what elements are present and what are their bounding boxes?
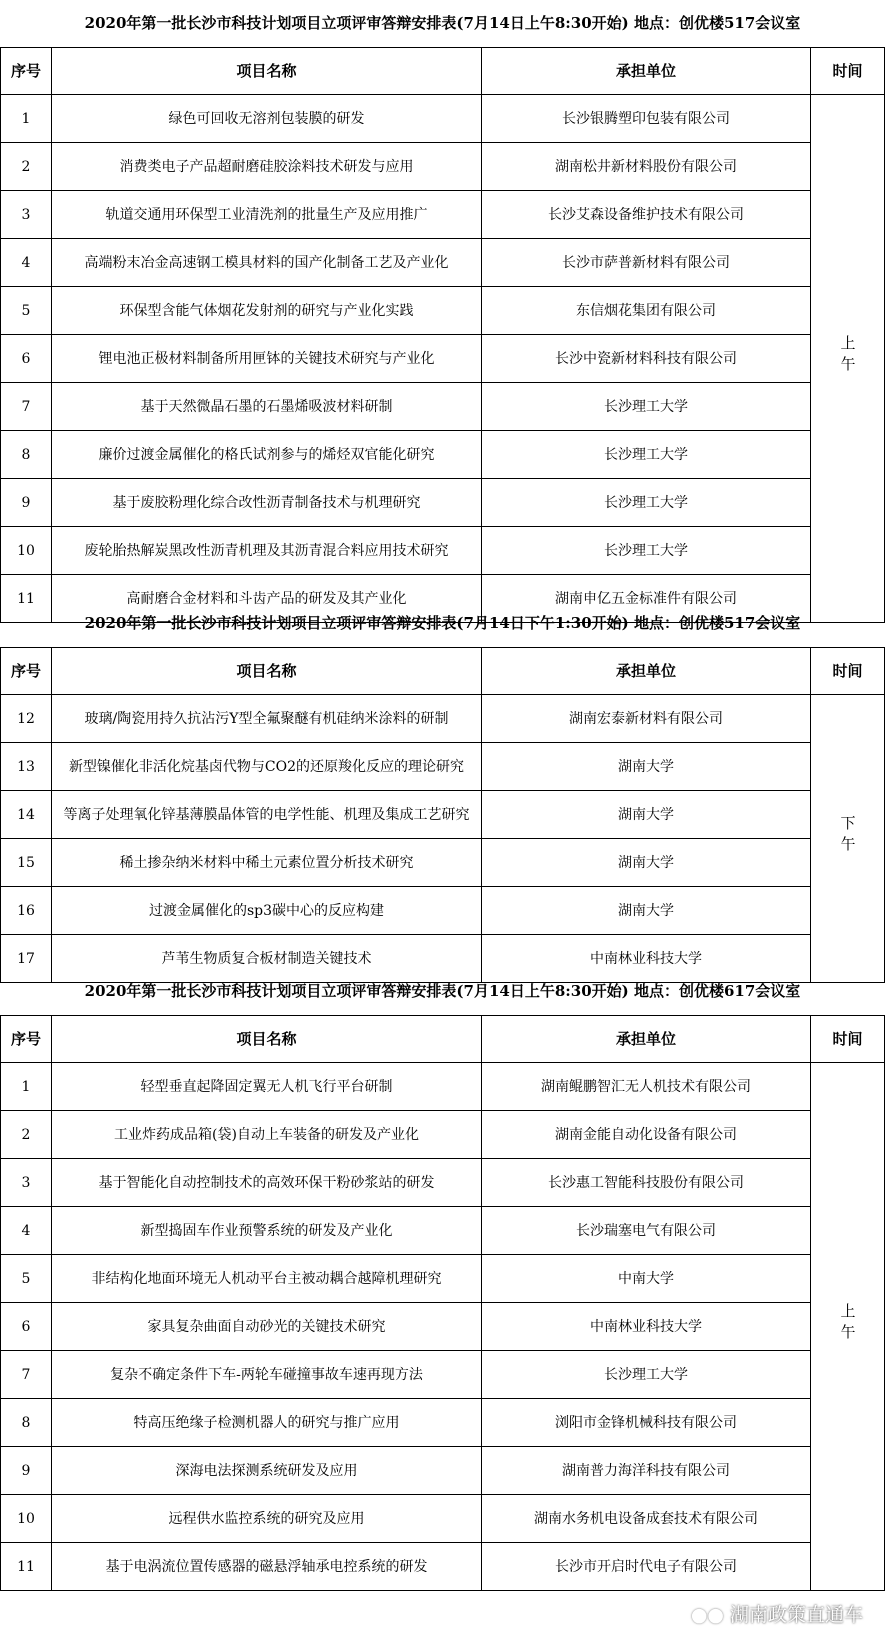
row-number: 15: [1, 839, 52, 887]
project-name: 基于智能化自动控制技术的高效环保干粉砂浆站的研发: [52, 1159, 482, 1207]
table-header-row: [1, 1016, 885, 1063]
time-label: 上午: [838, 334, 857, 377]
unit-name: 长沙理工大学: [482, 431, 811, 479]
unit-name: 湖南鲲鹏智汇无人机技术有限公司: [482, 1063, 811, 1111]
header-time: 时间: [811, 648, 885, 695]
header-number: 序号: [1, 648, 52, 695]
row-number: 12: [1, 695, 52, 743]
table-row: [1, 887, 885, 935]
row-number: 1: [1, 95, 52, 143]
row-number: 1: [1, 1063, 52, 1111]
row-number: 9: [1, 479, 52, 527]
unit-name: 浏阳市金锋机械科技有限公司: [482, 1399, 811, 1447]
unit-name: 湖南大学: [482, 791, 811, 839]
watermark: [691, 1600, 863, 1627]
row-number: 10: [1, 1495, 52, 1543]
unit-name: 东信烟花集团有限公司: [482, 287, 811, 335]
unit-name: 长沙中瓷新材料科技有限公司: [482, 335, 811, 383]
table-row: [1, 335, 885, 383]
unit-name: 长沙惠工智能科技股份有限公司: [482, 1159, 811, 1207]
project-name: 环保型含能气体烟花发射剂的研究与产业化实践: [52, 287, 482, 335]
table-row: [1, 1207, 885, 1255]
project-name: 轨道交通用环保型工业清洗剂的批量生产及应用推广: [52, 191, 482, 239]
row-number: 14: [1, 791, 52, 839]
table-row: [1, 431, 885, 479]
time-slot: [811, 695, 885, 983]
project-name: 稀土掺杂纳米材料中稀土元素位置分析技术研究: [52, 839, 482, 887]
table-title: 2020年第一批长沙市科技计划项目立项评审答辩安排表(7月14日上午8:30开始) 地点：创优楼517会议室: [84, 14, 801, 32]
project-name: 特高压绝缘子检测机器人的研究与推广应用: [52, 1399, 482, 1447]
project-name: 深海电法探测系统研发及应用: [52, 1447, 482, 1495]
table-row: [1, 527, 885, 575]
table-row: [1, 1447, 885, 1495]
unit-name: 湖南宏泰新材料有限公司: [482, 695, 811, 743]
row-number: 11: [1, 575, 52, 623]
table-title: 2020年第一批长沙市科技计划项目立项评审答辩安排表(7月14日上午8:30开始) 地点：创优楼617会议室: [84, 982, 801, 1000]
table-row: [1, 1255, 885, 1303]
row-number: 7: [1, 383, 52, 431]
row-number: 10: [1, 527, 52, 575]
project-name: 新型捣固车作业预警系统的研发及产业化: [52, 1207, 482, 1255]
time-slot: [811, 95, 885, 623]
table-row: [1, 1495, 885, 1543]
project-name: 锂电池正极材料制备所用匣钵的关键技术研究与产业化: [52, 335, 482, 383]
schedule-table: [0, 47, 885, 623]
header-number: 序号: [1, 48, 52, 95]
unit-name: 长沙理工大学: [482, 383, 811, 431]
time-label: 上午: [838, 1302, 857, 1345]
unit-name: 长沙瑞塞电气有限公司: [482, 1207, 811, 1255]
unit-name: 长沙理工大学: [482, 479, 811, 527]
row-number: 2: [1, 1111, 52, 1159]
unit-name: 长沙理工大学: [482, 527, 811, 575]
row-number: 16: [1, 887, 52, 935]
watermark-text: 湖南政策直通车: [729, 1604, 863, 1626]
schedule-section-1: [0, 0, 885, 623]
unit-name: 长沙艾森设备维护技术有限公司: [482, 191, 811, 239]
row-number: 9: [1, 1447, 52, 1495]
unit-name: 湖南金能自动化设备有限公司: [482, 1111, 811, 1159]
table-title: 2020年第一批长沙市科技计划项目立项评审答辩安排表(7月14日下午1:30开始) 地点：创优楼517会议室: [84, 614, 801, 632]
project-name: 廉价过渡金属催化的格氏试剂参与的烯烃双官能化研究: [52, 431, 482, 479]
header-project-name: 项目名称: [52, 1016, 482, 1063]
project-name: 工业炸药成品箱(袋)自动上车装备的研发及产业化: [52, 1111, 482, 1159]
table-header-row: [1, 648, 885, 695]
unit-name: 湖南申亿五金标准件有限公司: [482, 575, 811, 623]
header-number: 序号: [1, 1016, 52, 1063]
row-number: 13: [1, 743, 52, 791]
row-number: 5: [1, 1255, 52, 1303]
project-name: 非结构化地面环境无人机动平台主被动耦合越障机理研究: [52, 1255, 482, 1303]
project-name: 轻型垂直起降固定翼无人机飞行平台研制: [52, 1063, 482, 1111]
table-row: [1, 1351, 885, 1399]
header-time: 时间: [811, 48, 885, 95]
header-project-name: 项目名称: [52, 648, 482, 695]
project-name: 复杂不确定条件下车-两轮车碰撞事故车速再现方法: [52, 1351, 482, 1399]
table-row: [1, 1111, 885, 1159]
row-number: 3: [1, 1159, 52, 1207]
table-row: [1, 1399, 885, 1447]
header-project-name: 项目名称: [52, 48, 482, 95]
time-label: 下午: [838, 814, 857, 857]
row-number: 17: [1, 935, 52, 983]
project-name: 消费类电子产品超耐磨硅胶涂料技术研发与应用: [52, 143, 482, 191]
table-row: [1, 839, 885, 887]
table-row: [1, 287, 885, 335]
schedule-table: [0, 647, 885, 983]
unit-name: 湖南大学: [482, 887, 811, 935]
header-unit: 承担单位: [482, 648, 811, 695]
project-name: 家具复杂曲面自动砂光的关键技术研究: [52, 1303, 482, 1351]
project-name: 玻璃/陶瓷用持久抗沾污Y型全氟聚醚有机硅纳米涂料的研制: [52, 695, 482, 743]
unit-name: 长沙银腾塑印包装有限公司: [482, 95, 811, 143]
unit-name: 湖南大学: [482, 743, 811, 791]
row-number: 3: [1, 191, 52, 239]
unit-name: 湖南大学: [482, 839, 811, 887]
project-name: 芦苇生物质复合板材制造关键技术: [52, 935, 482, 983]
unit-name: 中南林业科技大学: [482, 935, 811, 983]
unit-name: 中南林业科技大学: [482, 1303, 811, 1351]
schedule-table: [0, 1015, 885, 1591]
project-name: 等离子处理氧化锌基薄膜晶体管的电学性能、机理及集成工艺研究: [52, 791, 482, 839]
table-header-row: [1, 48, 885, 95]
header-time: 时间: [811, 1016, 885, 1063]
row-number: 7: [1, 1351, 52, 1399]
unit-name: 长沙市开启时代电子有限公司: [482, 1543, 811, 1591]
project-name: 高耐磨合金材料和斗齿产品的研发及其产业化: [52, 575, 482, 623]
table-row: [1, 479, 885, 527]
table-row: [1, 1543, 885, 1591]
project-name: 过渡金属催化的sp3碳中心的反应构建: [52, 887, 482, 935]
row-number: 6: [1, 335, 52, 383]
wechat-icon: ●●: [690, 1604, 724, 1626]
row-number: 5: [1, 287, 52, 335]
unit-name: 长沙理工大学: [482, 1351, 811, 1399]
row-number: 8: [1, 431, 52, 479]
project-name: 基于电涡流位置传感器的磁悬浮轴承电控系统的研发: [52, 1543, 482, 1591]
project-name: 远程供水监控系统的研究及应用: [52, 1495, 482, 1543]
row-number: 4: [1, 239, 52, 287]
project-name: 绿色可回收无溶剂包装膜的研发: [52, 95, 482, 143]
project-name: 高端粉末冶金高速钢工模具材料的国产化制备工艺及产业化: [52, 239, 482, 287]
schedule-section-3: [0, 968, 885, 1591]
table-row: [1, 695, 885, 743]
table-row: [1, 95, 885, 143]
row-number: 2: [1, 143, 52, 191]
row-number: 6: [1, 1303, 52, 1351]
table-row: [1, 1159, 885, 1207]
row-number: 4: [1, 1207, 52, 1255]
unit-name: 中南大学: [482, 1255, 811, 1303]
time-slot: [811, 1063, 885, 1591]
header-unit: 承担单位: [482, 48, 811, 95]
table-row: [1, 191, 885, 239]
project-name: 废轮胎热解炭黑改性沥青机理及其沥青混合料应用技术研究: [52, 527, 482, 575]
table-row: [1, 383, 885, 431]
project-name: 基于废胶粉理化综合改性沥青制备技术与机理研究: [52, 479, 482, 527]
table-row: [1, 791, 885, 839]
unit-name: 湖南水务机电设备成套技术有限公司: [482, 1495, 811, 1543]
row-number: 11: [1, 1543, 52, 1591]
schedule-section-2: [0, 600, 885, 983]
project-name: 基于天然微晶石墨的石墨烯吸波材料研制: [52, 383, 482, 431]
unit-name: 湖南松井新材料股份有限公司: [482, 143, 811, 191]
table-row: [1, 1063, 885, 1111]
unit-name: 湖南普力海洋科技有限公司: [482, 1447, 811, 1495]
header-unit: 承担单位: [482, 1016, 811, 1063]
row-number: 8: [1, 1399, 52, 1447]
unit-name: 长沙市萨普新材料有限公司: [482, 239, 811, 287]
table-row: [1, 239, 885, 287]
project-name: 新型镍催化非活化烷基卤代物与CO2的还原羧化反应的理论研究: [52, 743, 482, 791]
table-row: [1, 143, 885, 191]
table-row: [1, 1303, 885, 1351]
table-row: [1, 743, 885, 791]
